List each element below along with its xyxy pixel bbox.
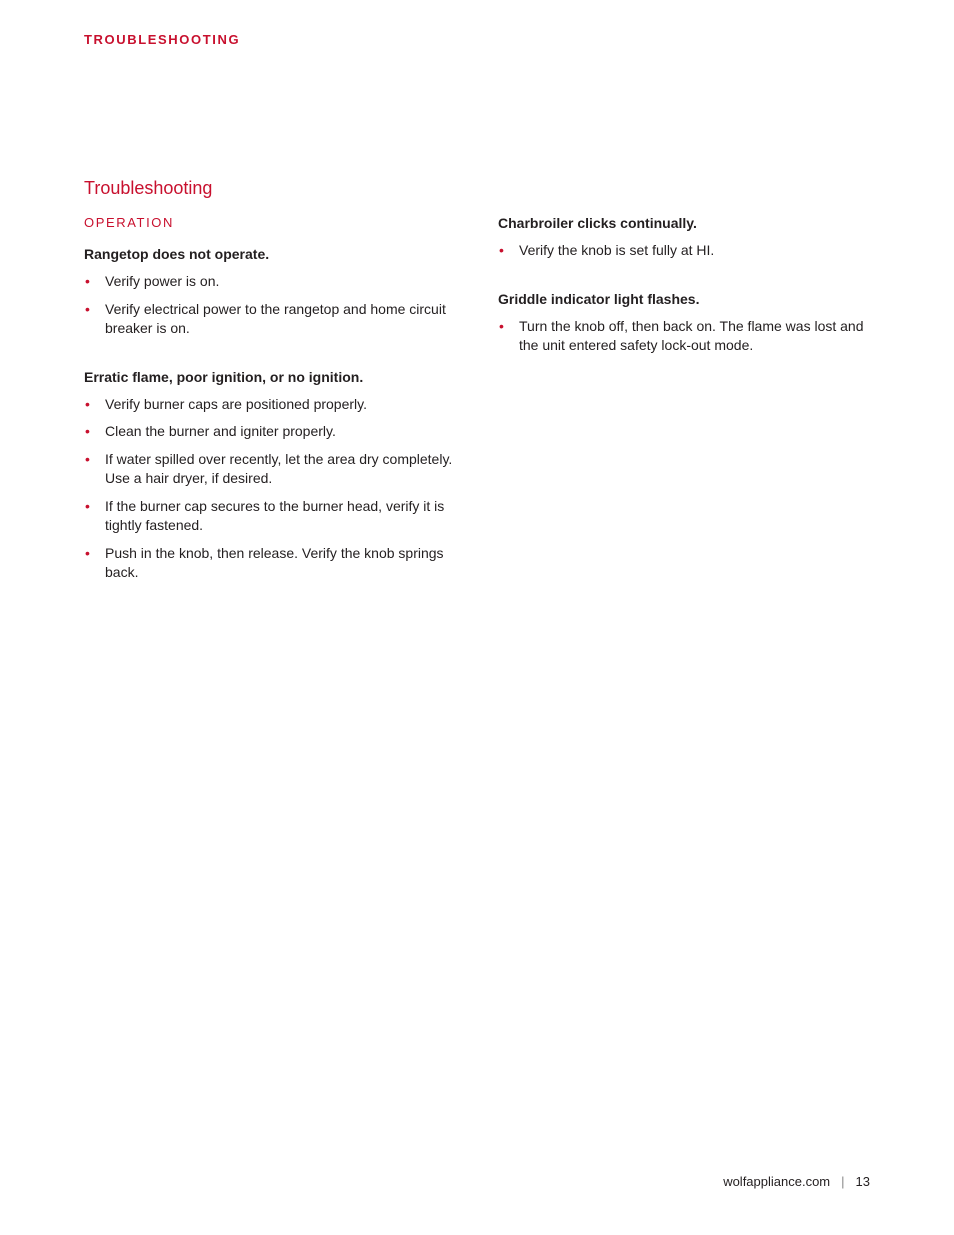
issue-title: Charbroiler clicks continually. <box>498 215 697 231</box>
footer-website: wolfappliance.com <box>723 1174 831 1189</box>
section-label-operation: OPERATION <box>84 215 175 230</box>
list-item: • Clean the burner and igniter properly. <box>84 422 464 442</box>
page-number: 13 <box>855 1174 870 1189</box>
bullet-icon: • <box>85 300 90 317</box>
issue-charbroiler-clicks <box>498 213 878 261</box>
page-title: Troubleshooting <box>84 178 213 198</box>
bullet-icon: • <box>85 544 90 561</box>
right-column <box>498 213 878 384</box>
bullet-list <box>498 241 878 261</box>
bullet-icon: • <box>85 395 90 412</box>
issue-title: Rangetop does not operate. <box>84 246 270 262</box>
issue-griddle-light-flashes <box>498 289 878 356</box>
issue-erratic-flame <box>84 367 464 583</box>
bullet-icon: • <box>85 273 90 289</box>
bullet-icon: • <box>85 450 90 467</box>
left-column <box>84 213 464 611</box>
issue-title: Griddle indicator light flashes. <box>498 290 700 307</box>
list-item: • Turn the knob off, then back on. The flame was lost and the unit entered safety lock-out mode. <box>499 317 864 353</box>
footer-separator: | <box>841 1174 845 1189</box>
list-item: • Push in the knob, then release. Verify the knob springs back. <box>85 544 444 580</box>
bullet-icon: • <box>85 497 90 514</box>
bullet-list <box>84 272 464 339</box>
bullet-list <box>84 395 464 583</box>
issue-title: Erratic flame, poor ignition, or no ignition. <box>84 368 364 385</box>
list-item: • If water spilled over recently, let the area dry completely. Use a hair dryer, if desired. <box>85 450 453 486</box>
bullet-icon: • <box>499 242 504 258</box>
list-item: • Verify electrical power to the rangetop and home circuit breaker is on. <box>85 300 446 336</box>
bullet-icon: • <box>499 317 504 334</box>
running-header: TROUBLESHOOTING <box>84 32 241 47</box>
list-item: • Verify the knob is set fully at HI. <box>498 241 878 261</box>
bullet-icon: • <box>85 423 90 439</box>
issue-rangetop-not-operate <box>84 244 464 339</box>
list-item: • If the burner cap secures to the burner head, verify it is tightly fastened. <box>85 497 445 533</box>
list-item: • Verify power is on. <box>84 272 464 292</box>
page-footer <box>723 1174 870 1189</box>
list-item: • Verify burner caps are positioned properly. <box>84 395 464 415</box>
bullet-list <box>498 317 878 356</box>
